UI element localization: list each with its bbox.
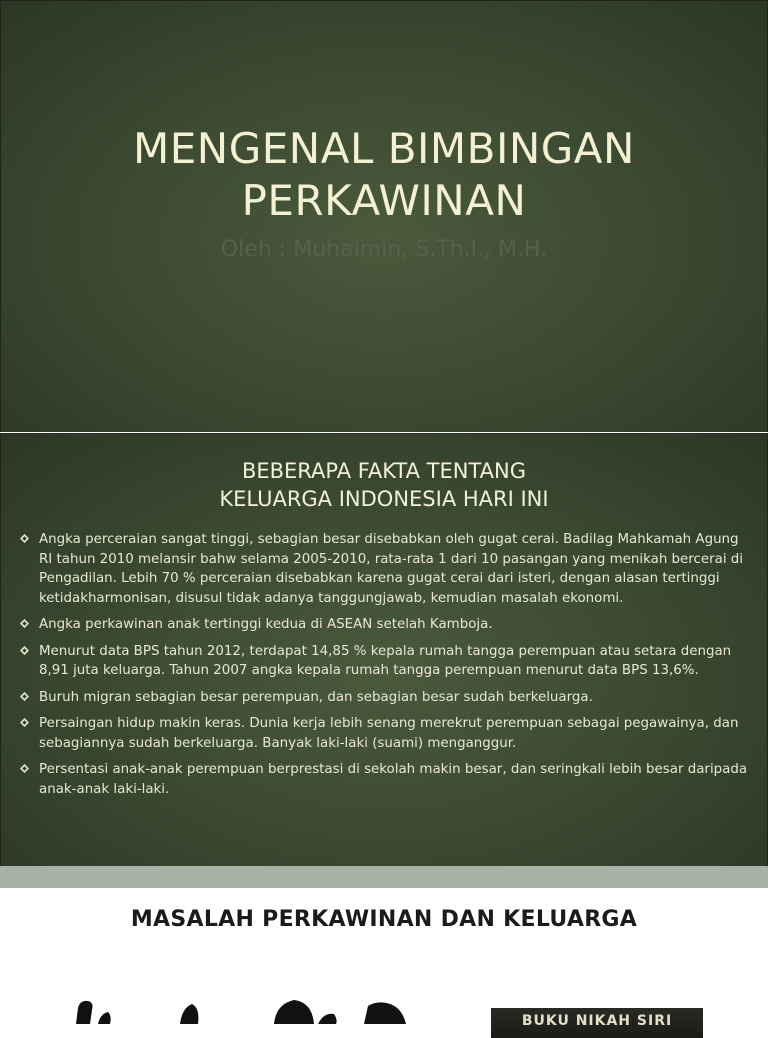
book-label: BUKU NIKAH SIRI bbox=[521, 1013, 673, 1029]
diamond-bullet-icon bbox=[20, 534, 29, 543]
list-item bbox=[17, 714, 749, 753]
diamond-bullet-icon bbox=[20, 646, 29, 655]
facts-heading-line-1: BEBERAPA FAKTA TENTANG bbox=[241, 459, 527, 483]
diamond-bullet-icon bbox=[20, 764, 29, 773]
list-item-text: Persaingan hidup makin keras. Dunia kerja lebih senang merekrut perempuan sebagai pegawainya, dan sebagiannya sudah berkeluarga. Banyak laki-laki (suami) menganggur. bbox=[39, 716, 739, 751]
diamond-bullet-icon bbox=[20, 718, 29, 727]
list-item-text: Buruh migran sebagian besar perempuan, dan sebagian besar sudah berkeluarga. bbox=[39, 689, 593, 705]
title-line-2: PERKAWINAN bbox=[241, 176, 527, 225]
list-item-text: Menurut data BPS tahun 2012, terdapat 14,85 % kepala rumah tangga perempuan atau setara dengan 8,91 juta keluarga. Tahun 2007 angka kepala rumah tangga perempuan menurut data BPS 13,6%. bbox=[39, 643, 732, 678]
list-item-text: Persentasi anak-anak perempuan berprestasi di sekolah makin besar, dan seringkali lebih besar daripada anak-anak laki-laki. bbox=[39, 762, 748, 797]
slide-author: Oleh : Muhaimin, S.Th.I., M.H. bbox=[220, 237, 548, 262]
facts-heading bbox=[1, 457, 767, 513]
slide-problems bbox=[0, 888, 768, 1029]
list-item bbox=[17, 615, 749, 635]
facts-list bbox=[17, 530, 749, 806]
title-line-1: MENGENAL BIMBINGAN bbox=[133, 124, 635, 173]
problems-heading: MASALAH PERKAWINAN DAN KELUARGA bbox=[130, 907, 638, 932]
slide-separator bbox=[0, 866, 768, 888]
list-item bbox=[17, 530, 749, 608]
slide-title bbox=[0, 0, 768, 432]
diamond-bullet-icon bbox=[20, 619, 29, 628]
family-silhouette-illustration bbox=[68, 998, 428, 1024]
list-item-text: Angka perceraian sangat tinggi, sebagian besar disebabkan oleh gugat cerai. Badilag Mahkamah Agung RI tahun 2010 melansir bahw selama 2005-2010, rata-rata 1 dari 10 pasangan yang menikah bercerai di Pengadilan. Lebih 70 % perceraian disebabkan karena gugat cerai dari isteri, dengan alasan tertinggi ketidakharmonisan, disusul tidak adanya tanggungjawab, kemudian masalah ekonomi. bbox=[39, 532, 744, 606]
book-image bbox=[491, 1008, 703, 1038]
list-item bbox=[17, 688, 749, 708]
list-item bbox=[17, 642, 749, 681]
list-item-text: Angka perkawinan anak tertinggi kedua di ASEAN setelah Kamboja. bbox=[39, 617, 493, 632]
slide-facts bbox=[0, 433, 768, 866]
diamond-bullet-icon bbox=[20, 692, 29, 701]
slide-title-heading bbox=[1, 123, 767, 227]
list-item bbox=[17, 760, 749, 799]
facts-heading-line-2: KELUARGA INDONESIA HARI INI bbox=[219, 487, 549, 511]
